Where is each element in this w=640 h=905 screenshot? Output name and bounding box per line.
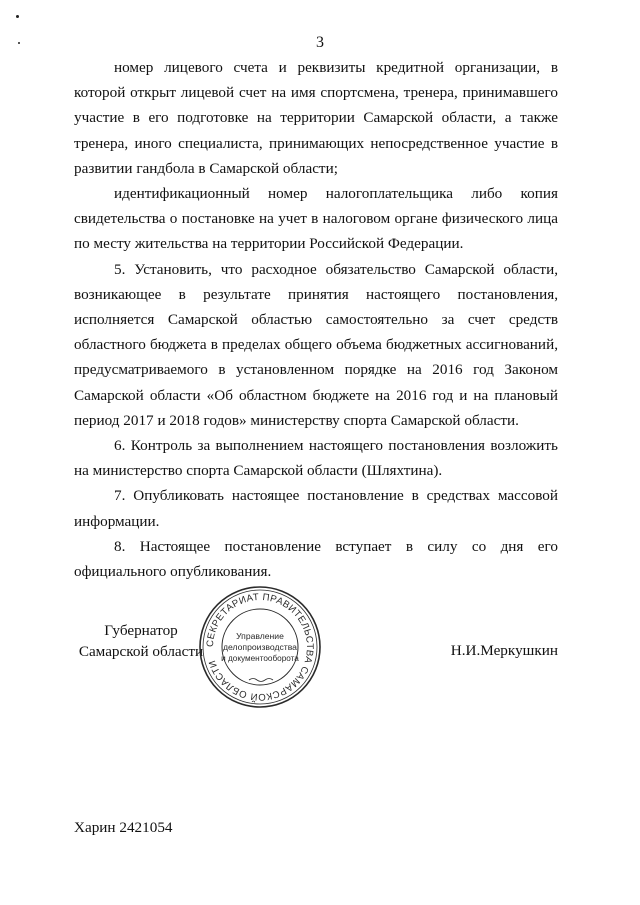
paragraph-item-6: 6. Контроль за выполнением настоящего постановления возложить на министерство спорта Самарской области (Шляхтина). (74, 437, 558, 480)
official-stamp (197, 584, 323, 710)
paragraph-item-8: 8. Настоящее постановление вступает в силу со дня его официального опубликования. (74, 537, 558, 581)
paragraph-tax-id: идентификационный номер налогоплательщика либо копия свидетельства о постановке на учет в налоговом органе физического лица по месту жительства на территории Российской Федерации. (74, 185, 558, 253)
page-number: 3 (316, 34, 324, 51)
document-body (74, 55, 558, 584)
signatory-title-line1: Губернатор (104, 622, 178, 639)
scan-speck (16, 15, 19, 18)
stamp-ornament (249, 679, 273, 682)
paragraph-item-7: 7. Опубликовать настоящее постановление в средствах массовой информации. (74, 487, 558, 530)
paragraph-item-5: 5. Установить, что расходное обязательство Самарской области, возникающее в результате принятия настоящего постановления, исполняется Самарской областью самостоятельно за счет средств областного бюджета в пределах общего объема бюджетных ассигнований, предусматриваемого в установленном порядке на 2016 год Законом Самарской области «Об областном бюджете на 2016 год и на плановый период 2017 и 2018 годов» министерству спорта Самарской области. (74, 260, 558, 429)
signatory-title (66, 620, 216, 662)
stamp-ring-text: СЕКРЕТАРИАТ ПРАВИТЕЛЬСТВА САМАРСКОЙ ОБЛАСТИ (204, 591, 316, 703)
signatory-title-line2: Самарской области (78, 643, 204, 660)
executor-note: Харин 2421054 (74, 819, 173, 836)
paragraph-account-details: номер лицевого счета и реквизиты кредитной организации, в которой открыт лицевой счет на имя спортсмена, тренера, принимавшего участие в его подготовке на территории Самарской области, а также тренера, иного специалиста, принимающих непосредственное участие в развитии гандбола в Самарской области; (74, 59, 558, 177)
stamp-inner-line3: и документооборота (221, 654, 299, 663)
stamp-inner-line2: делопроизводства (223, 642, 297, 652)
signatory-name: Н.И.Меркушкин (450, 642, 558, 659)
stamp-seal-icon (197, 584, 323, 710)
stamp-inner-line1: Управление (236, 631, 284, 641)
